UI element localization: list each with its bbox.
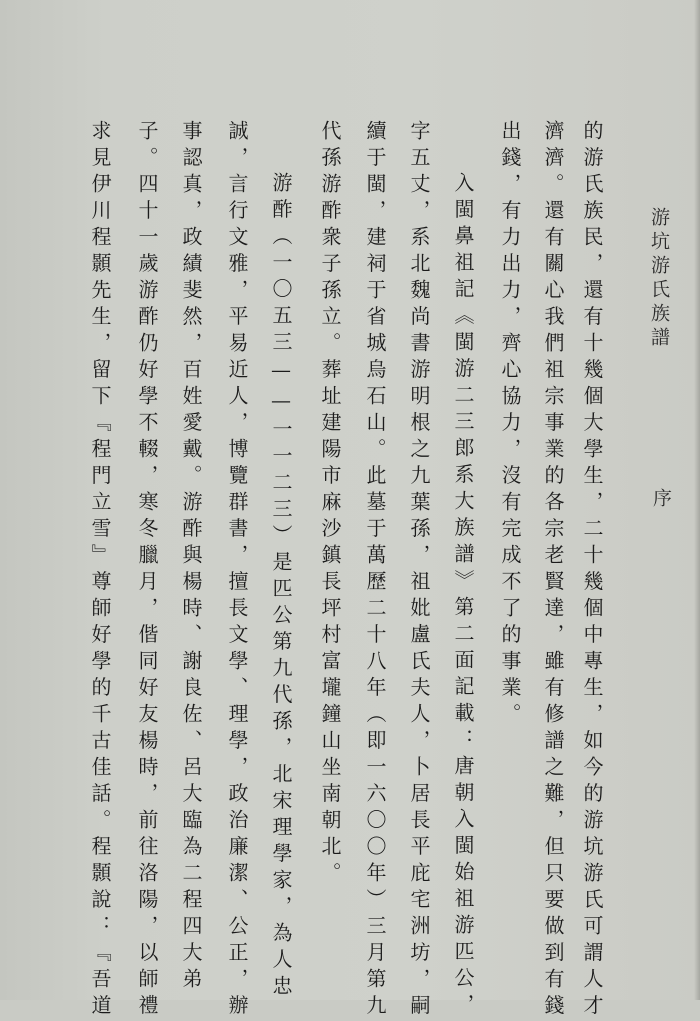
text-column-7: 代孫游酢衆子孫立。葬址建陽市麻沙鎮長坪村富壠鐘山坐南朝北。 bbox=[318, 120, 342, 889]
text-column-2: 濟濟。還有關心我們祖宗事業的各宗老賢達，雖有修譜之難，但只要做到有錢 bbox=[541, 120, 565, 1021]
text-column-12: 求見伊川程顥先生，留下『程門立雪』尊師好學的千古佳話。程顥說：『吾道 bbox=[88, 120, 112, 1021]
page-edge-shadow bbox=[694, 0, 700, 1000]
book-title-header: 游坑游氏族譜 bbox=[648, 207, 670, 351]
text-column-5: 字五丈，系北魏尚書游明根之九葉孫，祖妣盧氏夫人，卜居長平庇宅洲坊，嗣 bbox=[407, 120, 431, 1021]
text-column-10: 事認真，政績斐然，百姓愛戴。游酢與楊時、謝良佐、呂大臨為二程四大弟 bbox=[179, 120, 203, 995]
text-column-11: 子。四十一歲游酢仍好學不輟，寒冬臘月，偕同好友楊時，前往洛陽，以師禮 bbox=[135, 120, 159, 1021]
text-column-8: 游酢（一〇五三——一一二三）是匹公第九代孫，北宋理學家，為人忠 bbox=[269, 172, 293, 1002]
section-label: 序 bbox=[650, 488, 672, 512]
text-column-6: 續于閩，建祠于省城烏石山。此墓于萬歷二十八年（即一六〇〇年）三月第九 bbox=[363, 120, 387, 1021]
text-column-9: 誠，言行文雅，平易近人，博覽群書，擅長文學、理學，政治廉潔、公正，辦 bbox=[225, 120, 249, 1021]
text-column-1: 的游氏族民，還有十幾個大學生，二十幾個中專生，如今的游坑游氏可謂人才 bbox=[580, 120, 604, 1021]
text-column-3: 出錢，有力出力，齊心協力，沒有完成不了的事業。 bbox=[498, 120, 522, 730]
text-column-4: 入閩鼻祖記《閩游二三郎系大族譜》第二面記載：唐朝入閩始祖游匹公， bbox=[451, 172, 475, 1020]
